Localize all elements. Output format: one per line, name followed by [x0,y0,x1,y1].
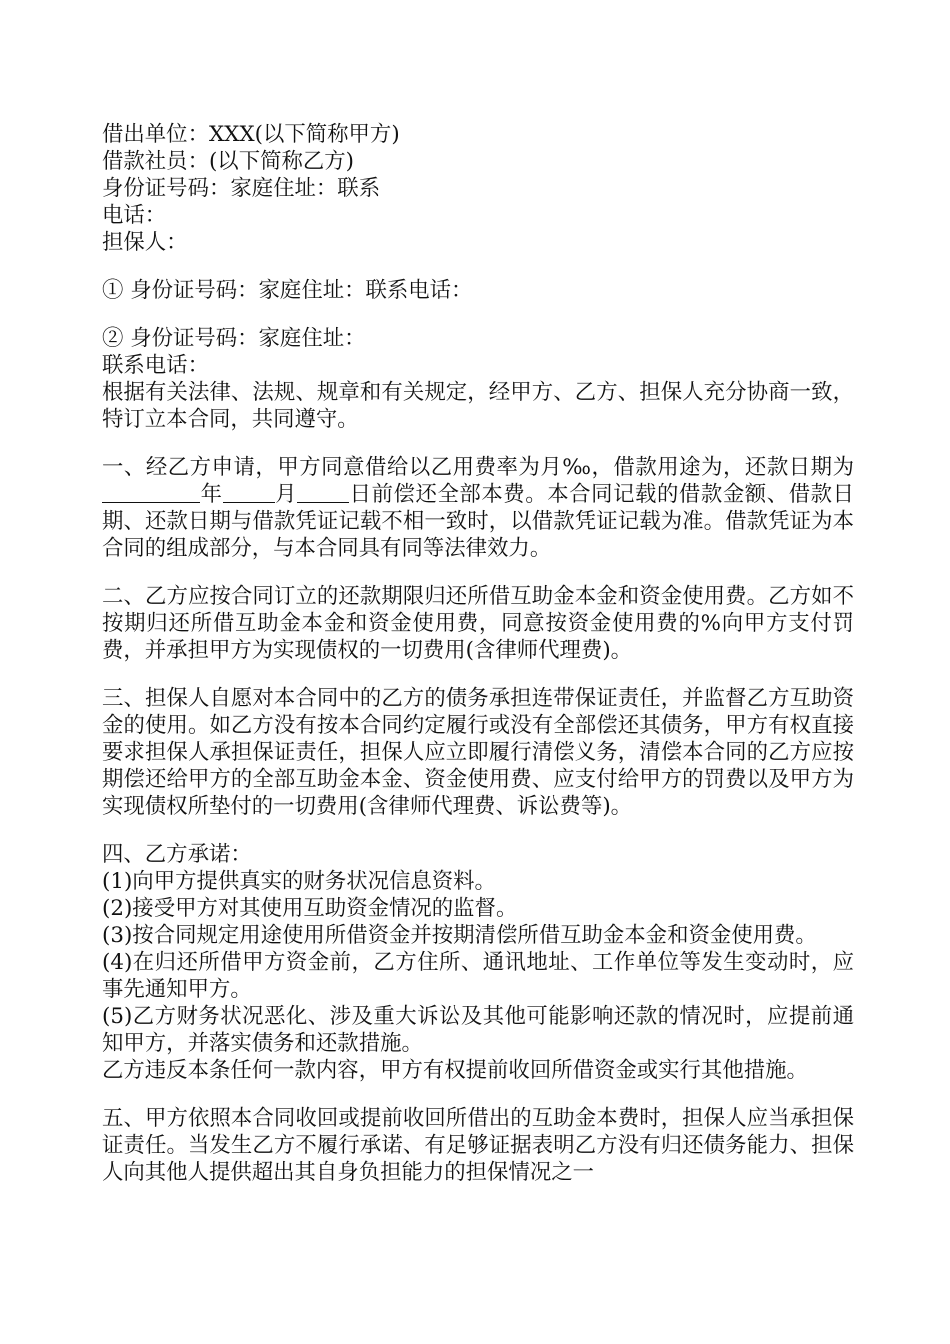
spacer [102,1084,854,1105]
spacer [102,433,854,454]
clause-4-item-1: (1)向甲方提供真实的财务状况信息资料。 [102,869,496,894]
spacer [102,664,854,685]
clause-2: 二、乙方应按合同订立的还款期限归还所借互助金本金和资金使用费。乙方如不按期归还所借互助金本金和资金使用费，同意按资金使用费的%向甲方支付罚费，并承担甲方为实现债权的一切费用(含律师代理费)。 [102,584,854,663]
clause-4-closing: 乙方违反本条任何一款内容，甲方有权提前收回所借资金或实行其他措施。 [102,1058,808,1083]
spacer [102,562,854,583]
guarantor-label: 担保人： [102,230,188,255]
guarantor2-phone-line: 联系电话： [102,353,209,378]
borrower-id-line: 身份证号码：家庭住址：联系 [102,176,381,201]
preamble: 根据有关法律、法规、规章和有关规定，经甲方、乙方、担保人充分协商一致，特订立本合同，共同遵守。 [102,380,854,432]
guarantor2-line: ② 身份证号码：家庭住址： [102,326,366,351]
spacer [102,304,854,325]
clause-5: 五、甲方依照本合同收回或提前收回所借出的互助金本费时，担保人应当承担保证责任。当发生乙方不履行承诺、有足够证据表明乙方没有归还债务能力、担保人向其他人提供超出其自身负担能力的担保情况之一 [102,1106,854,1185]
clause-4-item-5: (5)乙方财务状况恶化、涉及重大诉讼及其他可能影响还款的情况时，应提前通知甲方，并落实债务和还款措施。 [102,1004,854,1056]
clause-3: 三、担保人自愿对本合同中的乙方的债务承担连带保证责任，并监督乙方互助资金的使用。如乙方没有按本合同约定履行或没有全部偿还其债务，甲方有权直接要求担保人承担保证责任，担保人应立即履行清偿义务，清偿本合同的乙方应按期偿还给甲方的全部互助金本金、资金使用费、应支付给甲方的罚费以及甲方为实现债权所垫付的一切费用(含律师代理费、诉讼费等)。 [102,686,854,819]
clause-4-item-4: (4)在归还所借甲方资金前，乙方住所、通讯地址、工作单位等发生变动时，应事先通知甲方。 [102,950,854,1002]
year-blank [102,482,200,503]
year-unit: 年 [200,482,223,507]
month-unit: 月 [274,482,298,507]
borrower-line: 借款社员：(以下简称乙方) [102,149,354,174]
clause-4-item-2: (2)接受甲方对其使用互助资金情况的监督。 [102,896,518,921]
lender-line: 借出单位：XXX(以下简称甲方) [102,122,400,147]
clause-1 [102,454,854,562]
clause-1-text-b: 日前偿还全部本费。本合同记载的借款金额、借款日期、还款日期与借款凭证记载不相一致时，以借款凭证记载为准。借款凭证为本合同的组成部分，与本合同具有同等法律效力。 [102,482,854,561]
spacer [102,820,854,841]
month-blank [223,482,275,503]
day-blank [297,482,349,503]
clause-4-item-3: (3)按合同规定用途使用所借资金并按期清偿所借互助金本金和资金使用费。 [102,923,817,948]
borrower-phone-line: 电话： [102,203,167,228]
contract-document [102,121,854,1186]
spacer [102,256,854,277]
guarantor1-line: ① 身份证号码：家庭住址：联系电话： [102,278,473,303]
clause-4-title: 四、乙方承诺： [102,842,252,867]
clause-1-text-a: 一、经乙方申请，甲方同意借给以乙用费率为月‰，借款用途为，还款日期为 [102,455,854,480]
